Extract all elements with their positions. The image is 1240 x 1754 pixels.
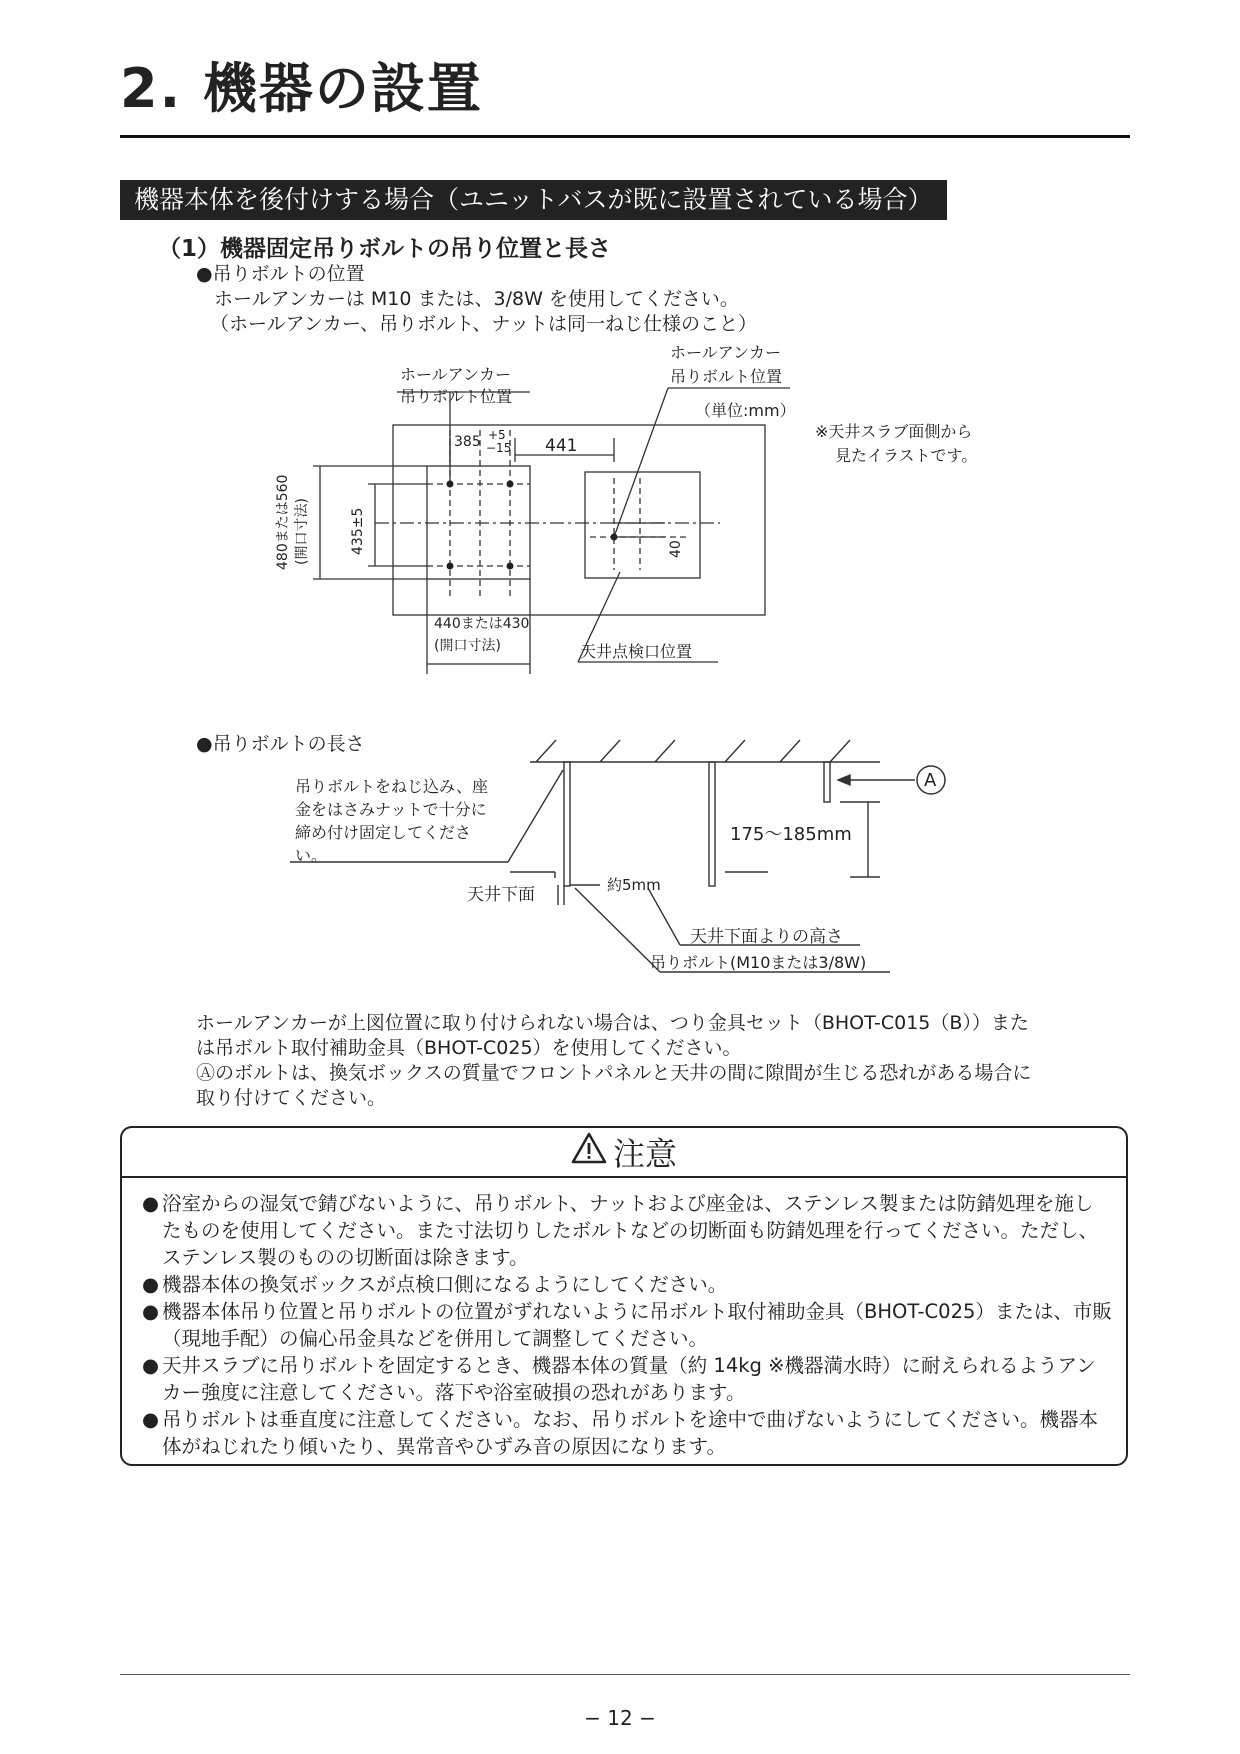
caution-item: ● 機器本体の換気ボックスが点検口側になるようにしてください。 (142, 1273, 728, 1296)
caution-header (122, 1128, 1126, 1178)
bolt-length-bullet: ●吊りボルトの長さ (196, 733, 365, 755)
label-anchor-left-1: ホールアンカー (400, 365, 512, 384)
note-line-3: Ⓐのボルトは、換気ボックスの質量でフロントパネルと天井の間に隙間が生じる恐れがある場合に (196, 1062, 1032, 1084)
dim-385: 385 (454, 434, 481, 450)
instruction-4: い。 (295, 846, 328, 865)
label-bolt-spec: 吊りボルト(M10または3/8W) (650, 953, 867, 972)
caution-box (120, 1126, 1128, 1466)
dim-opening-v2: (開口寸法) (294, 498, 310, 565)
caution-item: ● 機器本体吊り位置と吊りボルトの位置がずれないように吊ボルト取付補助金具（BHOT-C025）または、市販（現地手配）の偏心吊金具などを併用して調整してください。 (142, 1300, 1112, 1350)
page-number: − 12 − (584, 1706, 656, 1730)
footer-divider (120, 1674, 1130, 1675)
dim-441: 441 (545, 436, 578, 456)
unit-label: （単位:mm） (695, 401, 796, 420)
caution-item: ● 浴室からの湿気で錆びないように、吊りボルト、ナットおよび座金は、ステンレス製または防錆処理を施したものを使用してください。また寸法切りしたボルトなどの切断面も防錆処理を行ってください。ただし、ステンレス製のものの切断面は除きます。 (142, 1192, 1099, 1269)
view-note-2: 見たイラストです。 (835, 446, 978, 465)
instruction-2: 金をはさみナットで十分に (295, 800, 487, 819)
label-5mm: 約5mm (607, 876, 661, 894)
instruction-1: 吊りボルトをねじ込み、座 (295, 777, 488, 796)
caution-title: 注意 (612, 1135, 677, 1173)
dim-opening-h1: 440または430 (434, 616, 530, 632)
caution-list (142, 1190, 1112, 1460)
note-line-2: は吊ボルト取付補助金具（BHOT-C025）を使用してください。 (196, 1037, 742, 1059)
section-heading: 機器本体を後付けする場合（ユニットバスが既に設置されている場合） (120, 180, 947, 220)
label-anchor-right-2: 吊りボルト位置 (670, 367, 783, 386)
subheading: （1）機器固定吊りボルトの吊り位置と長さ (158, 236, 612, 262)
dim-opening-h2: (開口寸法) (434, 638, 501, 654)
dim-40: 40 (668, 540, 684, 558)
bolt-position-line2: （ホールアンカー、吊りボルト、ナットは同一ねじ仕様のこと） (210, 313, 758, 335)
bolt-position-bullet: ●吊りボルトの位置 (196, 263, 365, 285)
dim-435: 435±5 (350, 507, 366, 555)
bolt-position-line1: ホールアンカーは M10 または、3/8W を使用してください。 (214, 288, 739, 310)
label-anchor-right-1: ホールアンカー (670, 343, 782, 362)
note-line-1: ホールアンカーが上図位置に取り付けられない場合は、つり金具セット（BHOT-C015（B））また (196, 1012, 1029, 1034)
label-inspection: 天井点検口位置 (580, 642, 693, 661)
label-height: 天井下面よりの高さ (690, 927, 843, 947)
page-title: 2. 機器の設置 (120, 57, 483, 120)
label-A: A (924, 770, 937, 791)
caution-item: ● 天井スラブに吊りボルトを固定するとき、機器本体の質量（約 14kg ※機器満水時）に耐えられるようアンカー強度に注意してください。落下や浴室破損の恐れがあります。 (142, 1354, 1096, 1404)
label-ceiling-underside: 天井下面 (467, 885, 535, 905)
label-anchor-left-2: 吊りボルト位置 (400, 387, 513, 406)
note-line-4: 取り付けてください。 (196, 1087, 387, 1109)
label-range: 175〜185mm (730, 824, 852, 845)
dim-tol-plus: +5 (488, 428, 506, 442)
dim-tol-minus: −15 (486, 441, 512, 455)
view-note-1: ※天井スラブ面側から (815, 422, 973, 441)
warning-triangle-icon (571, 1132, 607, 1172)
instruction-3: 締め付け固定してくださ (295, 823, 472, 842)
dim-opening-v1: 480または560 (275, 474, 291, 570)
caution-item: ● 吊りボルトは垂直度に注意してください。なお、吊りボルトを途中で曲げないようにしてください。機器本体がねじれたり傾いたり、異常音やひずみ音の原因になります。 (142, 1408, 1099, 1458)
